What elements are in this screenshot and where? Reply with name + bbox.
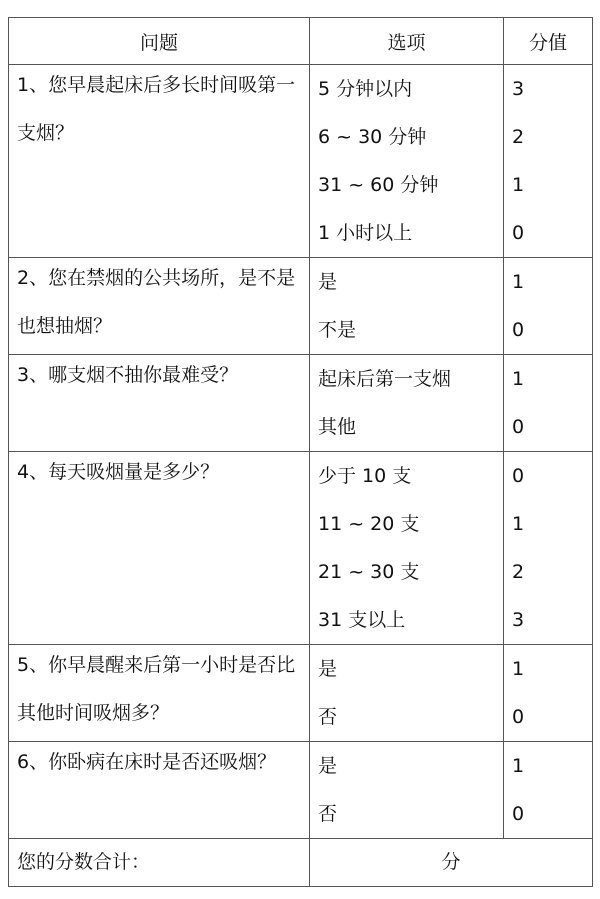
- option-label: 否: [318, 706, 338, 728]
- option-label: 否: [318, 803, 338, 825]
- option-label: 5 分钟以内: [318, 78, 413, 100]
- option-label: 起床后第一支烟: [318, 368, 452, 390]
- option-score: 0: [512, 222, 525, 244]
- question-row: [9, 258, 593, 355]
- scores-cell: [504, 258, 593, 355]
- question-cell: [9, 355, 310, 452]
- option-score: 2: [512, 561, 525, 583]
- scores-cell: [504, 65, 593, 258]
- option-score: 1: [512, 755, 525, 777]
- header-row: [9, 18, 593, 65]
- option-score: 0: [512, 706, 525, 728]
- question-cell: [9, 258, 310, 355]
- question-row: [9, 452, 593, 645]
- option-label: 是: [318, 658, 338, 680]
- questionnaire-table-wrapper: [8, 17, 592, 887]
- option-score: 0: [512, 416, 525, 438]
- option-score: 1: [512, 174, 525, 196]
- options-cell: [310, 65, 504, 258]
- option-label: 6 ~ 30 分钟: [318, 126, 427, 148]
- option-score: 0: [512, 465, 525, 487]
- option-label: 31 ~ 60 分钟: [318, 174, 439, 196]
- nicotine-dependence-table: [8, 17, 593, 887]
- option-score: 0: [512, 803, 525, 825]
- header-score: 分值: [504, 18, 593, 65]
- question-row: [9, 742, 593, 839]
- option-score: 1: [512, 513, 525, 535]
- question-cell: [9, 645, 310, 742]
- option-label: 不是: [318, 319, 357, 341]
- question-text: 5、你早晨醒来后第一小时是否比其他时间吸烟多？: [17, 654, 296, 724]
- question-cell: [9, 452, 310, 645]
- options-cell: [310, 742, 504, 839]
- question-text: 3、哪支烟不抽你最难受？: [17, 364, 239, 386]
- scores-cell: [504, 742, 593, 839]
- options-cell: [310, 452, 504, 645]
- option-label: 其他: [318, 416, 357, 438]
- header-question: 问题: [9, 18, 310, 65]
- option-label: 少于 10 支: [318, 465, 412, 487]
- option-label: 31 支以上: [318, 609, 406, 631]
- total-unit: 分: [310, 839, 593, 887]
- questions-body: [9, 65, 593, 839]
- option-label: 是: [318, 271, 338, 293]
- options-cell: [310, 258, 504, 355]
- option-score: 1: [512, 368, 525, 390]
- option-label: 是: [318, 755, 338, 777]
- question-text: 4、每天吸烟量是多少？: [17, 461, 220, 483]
- question-text: 2、您在禁烟的公共场所，是不是也想抽烟？: [17, 267, 296, 337]
- total-label: 您的分数合计：: [9, 839, 310, 887]
- header-option: 选项: [310, 18, 504, 65]
- scores-cell: [504, 645, 593, 742]
- option-score: 3: [512, 78, 525, 100]
- question-cell: [9, 65, 310, 258]
- scores-cell: [504, 355, 593, 452]
- question-row: [9, 65, 593, 258]
- question-row: [9, 645, 593, 742]
- option-score: 1: [512, 271, 525, 293]
- option-score: 1: [512, 658, 525, 680]
- question-cell: [9, 742, 310, 839]
- total-row: [9, 839, 593, 887]
- option-score: 3: [512, 609, 525, 631]
- question-text: 1、您早晨起床后多长时间吸第一支烟？: [17, 74, 296, 144]
- question-text: 6、你卧病在床时是否还吸烟？: [17, 751, 277, 773]
- options-cell: [310, 645, 504, 742]
- question-row: [9, 355, 593, 452]
- option-score: 0: [512, 319, 525, 341]
- option-score: 2: [512, 126, 525, 148]
- scores-cell: [504, 452, 593, 645]
- option-label: 11 ~ 20 支: [318, 513, 420, 535]
- option-label: 21 ~ 30 支: [318, 561, 420, 583]
- option-label: 1 小时以上: [318, 222, 413, 244]
- options-cell: [310, 355, 504, 452]
